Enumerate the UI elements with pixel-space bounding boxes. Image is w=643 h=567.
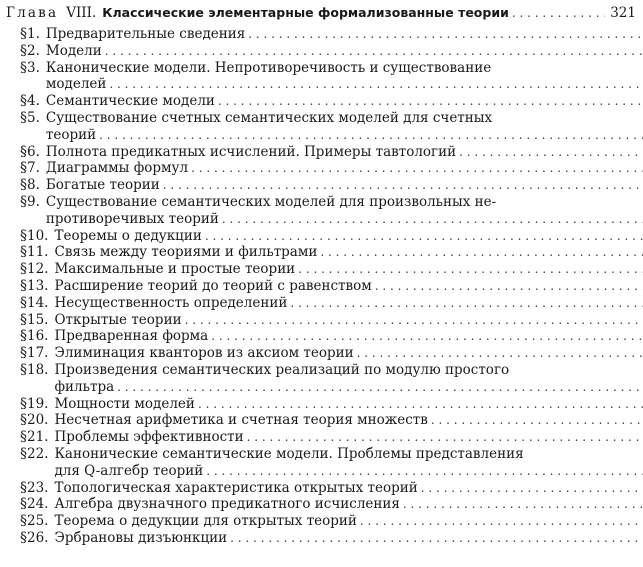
entry-number: 2. (27, 42, 40, 59)
toc-entry[interactable] (0, 110, 643, 144)
dot-leader (247, 429, 643, 446)
toc-entry[interactable] (0, 446, 643, 480)
entry-number: 18. (27, 361, 49, 378)
dot-leader (248, 26, 643, 43)
toc-entry[interactable] (0, 43, 643, 60)
entry-number: 5. (27, 109, 40, 126)
toc-entry[interactable] (0, 480, 643, 497)
entry-title-line: противоречивых теорий (45, 210, 219, 227)
entry-number: 26. (27, 529, 49, 546)
chapter-word: Глава (6, 5, 59, 21)
entry-number: 22. (27, 445, 49, 462)
section-symbol: § (20, 496, 27, 513)
entry-title-line: Мощности моделей (54, 395, 195, 412)
entry-title-line: Связь между теориями и фильтрами (54, 244, 318, 261)
entry-title-line: Полнота предикатных исчислений. Примеры тавтологий (45, 143, 457, 160)
section-symbol: § (20, 160, 27, 177)
dot-leader (117, 379, 643, 396)
section-symbol: § (20, 227, 27, 244)
entry-title-line: Диаграммы формул (45, 160, 189, 177)
section-symbol: § (20, 328, 27, 345)
entry-title-line: теорий (45, 126, 97, 143)
entry-title-line: Канонические модели. Непротиворечивость и существование (45, 59, 492, 76)
entry-number: 13. (27, 277, 49, 294)
toc-entry[interactable] (0, 261, 643, 278)
section-symbol: § (20, 177, 27, 194)
dot-leader (230, 530, 643, 547)
entry-number: 6. (27, 143, 40, 160)
dot-leader (105, 43, 643, 60)
dot-leader (375, 278, 643, 295)
toc-entry[interactable] (0, 177, 643, 194)
section-symbol: § (20, 93, 27, 110)
toc-entry[interactable] (0, 396, 643, 413)
toc-entry[interactable] (0, 312, 643, 329)
entry-number: 14. (27, 294, 49, 311)
dot-leader (222, 211, 643, 228)
entry-title-line: Модели (45, 42, 102, 59)
dot-leader (109, 76, 643, 93)
toc-entry[interactable] (0, 530, 643, 547)
dot-leader (512, 3, 605, 23)
dot-leader (185, 312, 643, 329)
section-symbol: § (20, 294, 27, 311)
section-symbol: § (20, 261, 27, 278)
dot-leader (431, 412, 643, 429)
entry-number: 1. (27, 26, 40, 42)
entry-number: 12. (27, 261, 49, 278)
dot-leader (421, 480, 643, 497)
section-symbol: § (20, 143, 27, 160)
entry-number: 17. (27, 345, 49, 362)
section-symbol: § (20, 429, 27, 446)
section-symbol: § (20, 109, 27, 126)
section-symbol: § (20, 479, 27, 496)
chapter-number: VIII. (66, 5, 97, 21)
entry-title-line: Предваренная форма (54, 328, 209, 345)
entry-number: 19. (27, 395, 49, 412)
toc-entry[interactable] (0, 513, 643, 530)
entry-title-line: Существование счетных семантических моделей для счетных (45, 109, 493, 126)
section-symbol: § (20, 59, 27, 76)
entry-title-line: Предварительные сведения (45, 26, 246, 42)
entry-title-line: Богатые теории (45, 177, 160, 194)
entry-number: 10. (27, 227, 49, 244)
entry-number: 20. (27, 412, 49, 429)
section-symbol: § (20, 513, 27, 530)
section-symbol: § (20, 412, 27, 429)
entry-title-line: Расширение теорий до теорий с равенством (54, 277, 372, 294)
toc-entry[interactable] (0, 144, 643, 161)
entry-title-line: Топологическая характеристика открытых теорий (54, 479, 418, 496)
section-symbol: § (20, 277, 27, 294)
entry-number: 7. (27, 160, 40, 177)
toc-entry[interactable] (0, 60, 643, 94)
entry-number: 23. (27, 479, 49, 496)
chapter-heading (6, 3, 636, 23)
entry-number: 8. (27, 177, 40, 194)
section-symbol: § (20, 395, 27, 412)
toc-list (0, 26, 643, 547)
chapter-title: Классические элементарные формализованные теории (102, 5, 509, 20)
entry-title-line: Алгебра двузначного предикатного исчисления (54, 496, 400, 513)
dot-leader (198, 396, 643, 413)
entry-number: 21. (27, 429, 49, 446)
toc-entry[interactable] (0, 429, 643, 446)
dot-leader (360, 513, 643, 530)
toc-entry[interactable] (0, 496, 643, 513)
toc-entry[interactable] (0, 244, 643, 261)
entry-title-line: для Q-алгебр теорий (54, 462, 204, 479)
entry-title-line: Несущественность определений (54, 294, 288, 311)
entry-number: 24. (27, 496, 49, 513)
toc-entry[interactable] (0, 345, 643, 362)
section-symbol: § (20, 445, 27, 462)
entry-number: 25. (27, 513, 49, 530)
section-symbol: § (20, 311, 27, 328)
chapter-page: 321 (610, 5, 636, 21)
dot-leader (218, 93, 643, 110)
section-symbol: § (20, 42, 27, 59)
entry-title-line: Семантические модели (45, 93, 215, 110)
toc-entry[interactable] (0, 93, 643, 110)
entry-title-line: моделей (45, 76, 107, 93)
entry-title-line: Существование семантических моделей для произвольных не- (45, 193, 497, 210)
toc-entry[interactable] (0, 194, 643, 228)
entry-number: 4. (27, 93, 40, 110)
entry-title-line: Канонические семантические модели. Проблемы представления (54, 445, 524, 462)
entry-number: 3. (27, 59, 40, 76)
toc-entry[interactable] (0, 228, 643, 245)
toc-entry[interactable] (0, 160, 643, 177)
section-symbol: § (20, 361, 27, 378)
section-symbol: § (20, 193, 27, 210)
entry-title-line: Открытые теории (54, 311, 182, 328)
entry-title-line: Эрбрановы дизъюнкции (54, 529, 228, 546)
entry-number: 11. (27, 244, 49, 261)
entry-number: 16. (27, 328, 49, 345)
entry-title-line: Максимальные и простые теории (54, 261, 296, 278)
dot-leader (320, 244, 643, 261)
entry-title-line: Теорема о дедукции для открытых теорий (54, 513, 357, 530)
toc-entry[interactable] (0, 26, 643, 43)
section-symbol: § (20, 529, 27, 546)
dot-leader (459, 144, 643, 161)
entry-title-line: Проблемы эффективности (54, 429, 244, 446)
section-symbol: § (20, 345, 27, 362)
entry-title-line: Произведения семантических реализаций по модулю простого (54, 361, 510, 378)
section-symbol: § (20, 26, 27, 42)
entry-title-line: фильтра (54, 378, 115, 395)
dot-leader (205, 228, 643, 245)
dot-leader (298, 261, 643, 278)
toc-entry[interactable] (0, 362, 643, 396)
toc-entry[interactable] (0, 278, 643, 295)
dot-leader (206, 463, 643, 480)
entry-number: 9. (27, 193, 40, 210)
dot-leader (211, 328, 643, 345)
entry-title-line: Элиминация кванторов из аксиом теории (54, 345, 354, 362)
section-symbol: § (20, 244, 27, 261)
entry-number: 15. (27, 311, 49, 328)
toc-entry[interactable] (0, 412, 643, 429)
dot-leader (191, 160, 643, 177)
dot-leader (403, 496, 643, 513)
toc-entry[interactable] (0, 295, 643, 312)
entry-title-line: Несчетная арифметика и счетная теория множеств (54, 412, 428, 429)
entry-title-line: Теоремы о дедукции (54, 227, 202, 244)
toc-entry[interactable] (0, 328, 643, 345)
dot-leader (163, 177, 643, 194)
dot-leader (99, 127, 643, 144)
dot-leader (290, 295, 643, 312)
dot-leader (357, 345, 643, 362)
